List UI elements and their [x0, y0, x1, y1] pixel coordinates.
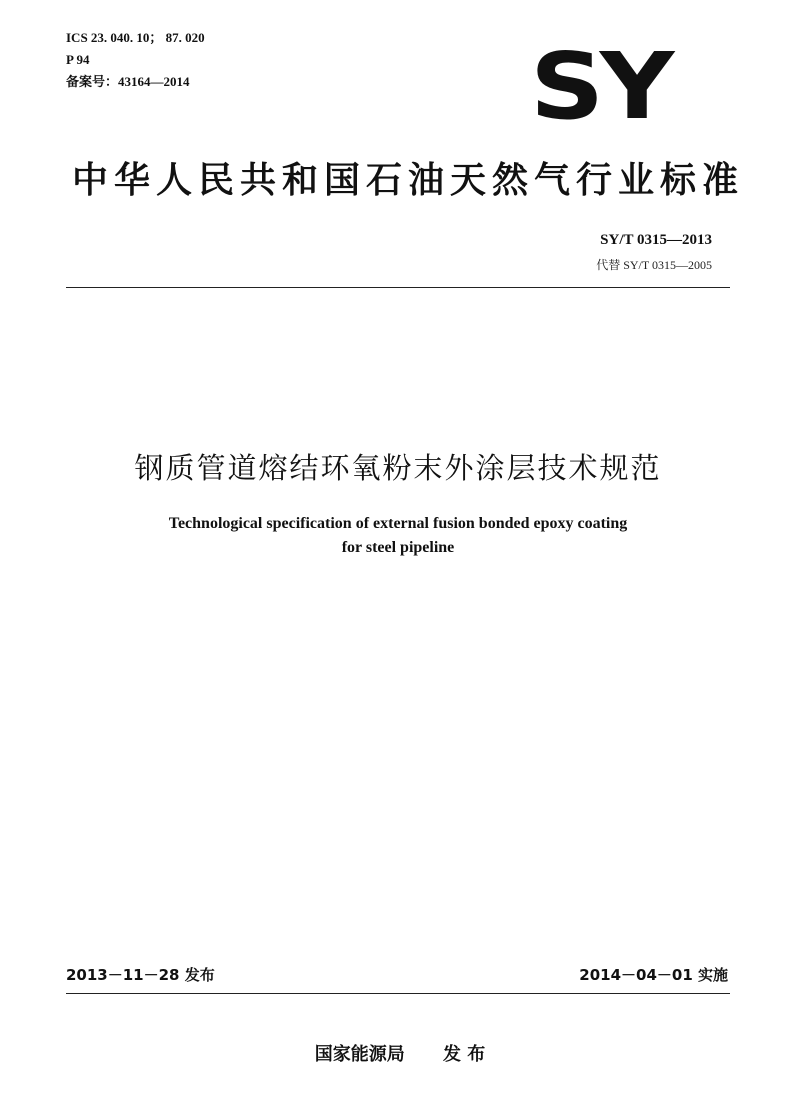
issuer-line [0, 1040, 800, 1066]
standard-number: SY/T 0315—2013 [600, 232, 712, 248]
top-divider [66, 287, 730, 288]
ccs-code: P 94 [66, 52, 90, 67]
issuer-name: 国家能源局 [314, 1044, 405, 1065]
filing-number: 备案号：43164—2014 [66, 74, 190, 89]
industry-standard-title: 中华人民共和国石油天然气行业标准 [72, 160, 745, 201]
bottom-divider [66, 993, 730, 994]
issuer-action: 发 布 [443, 1044, 486, 1065]
ics-code: ICS 23. 040. 10； 87. 020 [66, 30, 205, 45]
document-title-en-line1: Technological specification of external fusion bonded epoxy coating [168, 515, 628, 532]
replaces-standard: 代替 SY/T 0315—2005 [596, 258, 712, 272]
sy-logo: SY [530, 33, 670, 140]
document-title-en-line2: for steel pipeline [341, 539, 455, 556]
document-title-en [66, 512, 730, 560]
implement-date: 2014－04－01 实施 [579, 966, 728, 984]
document-title: 钢质管道熔结环氧粉末外涂层技术规范 [134, 451, 662, 485]
issue-date: 2013－11－28 发布 [66, 966, 215, 984]
